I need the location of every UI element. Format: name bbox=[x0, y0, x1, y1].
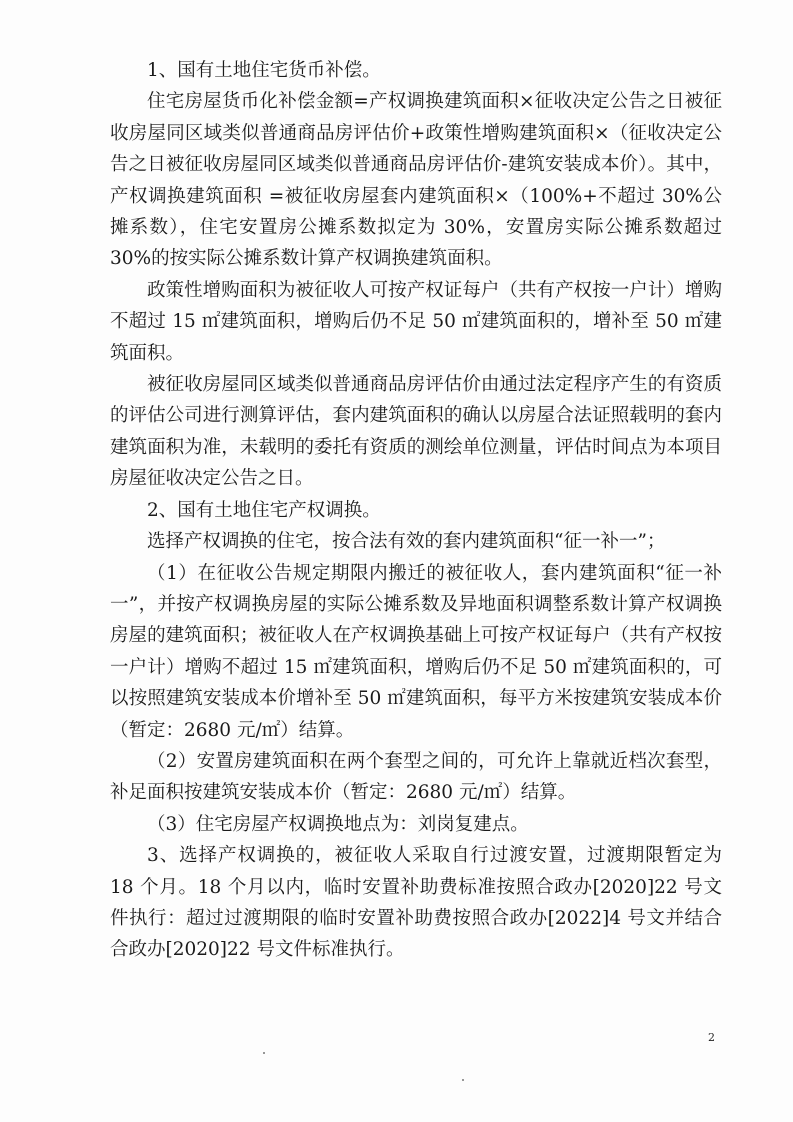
paragraph-appraisal: 被征收房屋同区域类似普通商品房评估价由通过法定程序产生的有资质的评估公司进行测算评估，套内建筑面积的确认以房屋合法证照载明的套内建筑面积为准，未载明的委托有资质的测绘单位测量，评估时间点为本项目房屋征收决定公告之日。 bbox=[110, 374, 722, 490]
section-3-paragraph: 3、选择产权调换的，被征收人采取自行过渡安置，过渡期限暂定为 18 个月。18 个月以内，临时安置补助费标准按照合政办[2020]22 号文件执行：超过过渡期限的临时安置补助费按照合政办[2022]4 号文并结合合政办[2020]22 号文件标准执行。 bbox=[110, 845, 722, 961]
page-number: 2 bbox=[708, 1031, 715, 1044]
document-body bbox=[110, 55, 722, 966]
paragraph-property-swap: 选择产权调换的住宅，按合法有效的套内建筑面积“征一补一”； bbox=[147, 531, 666, 553]
section-1-heading: 1、国有土地住宅货币补偿。 bbox=[147, 60, 381, 81]
section-2-heading: 2、国有土地住宅产权调换。 bbox=[147, 499, 381, 521]
paragraph-item-2: （2）安置房建筑面积在两个套型之间的，可允许上靠就近档次套型，补足面积按建筑安装成本价（暂定：2680 元/㎡）结算。 bbox=[110, 750, 722, 804]
paragraph-item-1: （1）在征收公告规定期限内搬迁的被征收人，套内建筑面积“征一补一”，并按产权调换房屋的实际公摊系数及异地面积调整系数计算产权调换房屋的建筑面积；被征收人在产权调换基础上可按产权证每户（共有产权按一户计）增购不超过 15 ㎡建筑面积，增购后仍不足 50 ㎡建筑面积的，可以按照建筑安装成本价增补至 50 ㎡建筑面积，每平方米按建筑安装成本价（暂定：2680 元/㎡）结算。 bbox=[110, 562, 722, 741]
paragraph-policy-purchase-area: 政策性增购面积为被征收人可按产权证每户（共有产权按一户计）增购不超过 15 ㎡建筑面积，增购后仍不足 50 ㎡建筑面积的，增补至 50 ㎡建筑面积。 bbox=[110, 279, 722, 364]
paragraph-monetary-compensation: 住宅房屋货币化补偿金额=产权调换建筑面积×征收决定公告之日被征收房屋同区域类似普通商品房评估价+政策性增购建筑面积×（征收决定公告之日被征收房屋同区域类似普通商品房评估价-建筑安装成本价）。其中，产权调换建筑面积 =被征收房屋套内建筑面积×（100%+不超过 30%公摊系数），住宅安置房公摊系数拟定为 30%，安置房实际公摊系数超过 30%的按实际公摊系数计算产权调换建筑面积。 bbox=[110, 91, 722, 270]
scan-speck bbox=[462, 1079, 464, 1081]
paragraph-item-3: （3）住宅房屋产权调换地点为：刘岗复建点。 bbox=[147, 813, 529, 835]
scan-speck bbox=[263, 1052, 265, 1054]
